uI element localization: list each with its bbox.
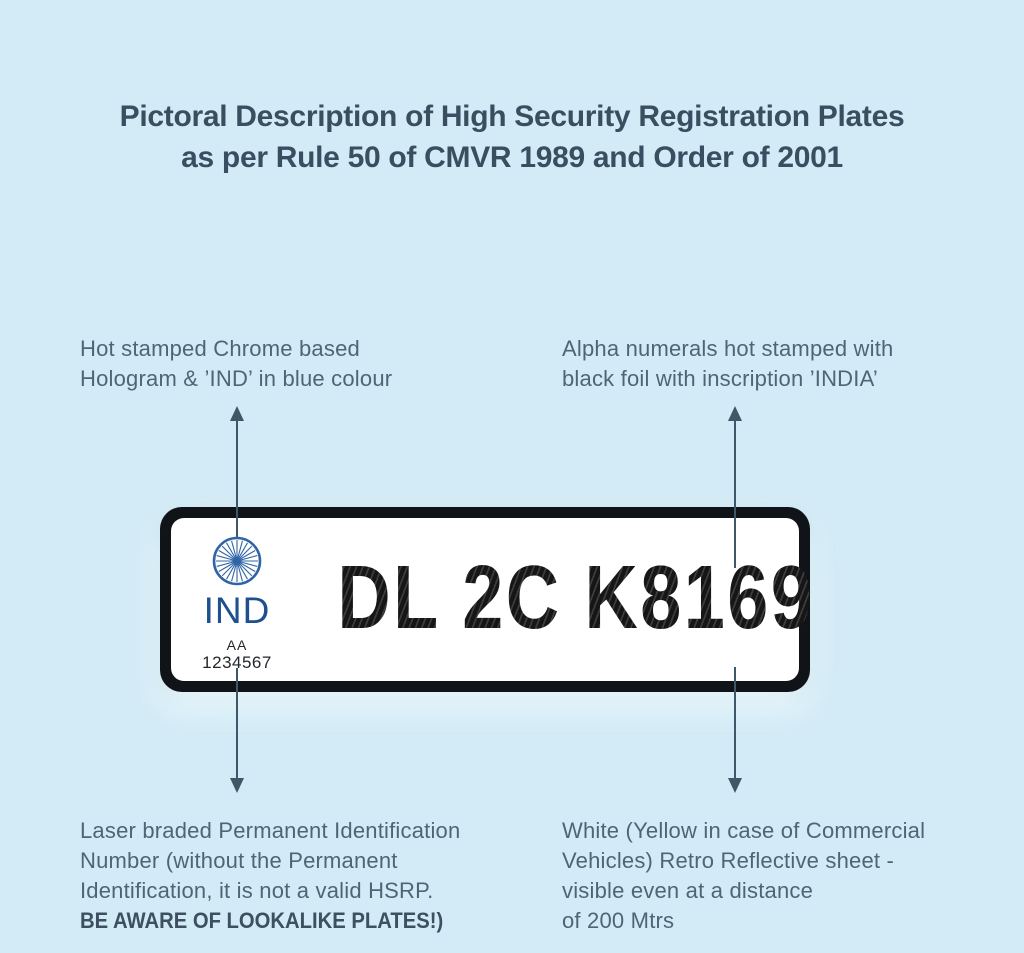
annotation-lookalike-warning: BE AWARE OF LOOKALIKE PLATES!) [80,908,444,933]
annotation-hologram-line1: Hot stamped Chrome based [80,336,360,361]
plate-laser-code-line2: 1234567 [202,653,272,672]
plate-registration-number-text: DL 2C K8169 [337,548,815,648]
plate-registration-number [285,548,815,648]
page-title [0,96,1024,178]
annotation-laser-pin-line3: Identification, it is not a valid HSRP. [80,878,434,903]
retro-reflective-arrow-line [734,667,736,780]
arrow-down-icon [230,778,244,793]
annotation-laser-pin [80,816,475,936]
annotation-alpha-numerals-line2: black foil with inscription ’INDIA’ [562,366,878,391]
laser-pin-arrow-line [236,668,238,780]
annotation-alpha-numerals [562,334,893,394]
annotation-retro-reflective-line1: White (Yellow in case of Commercial [562,818,926,843]
annotation-alpha-numerals-line1: Alpha numerals hot stamped with [562,336,894,361]
plate-country-code: IND [203,590,271,631]
plate-laser-code-line1: AA [226,637,248,653]
alpha-numerals-arrow-line [734,419,736,568]
annotation-retro-reflective-line3: visible even at a distance [562,878,814,903]
arrow-up-icon [230,406,244,421]
annotation-retro-reflective [562,816,925,936]
annotation-retro-reflective-line4: of 200 Mtrs [562,908,675,933]
arrow-up-icon [728,406,742,421]
annotation-laser-pin-line2: Number (without the Permanent [80,848,398,873]
page-title-line2: as per Rule 50 of CMVR 1989 and Order of 2001 [181,141,843,174]
annotation-retro-reflective-line2: Vehicles) Retro Reflective sheet - [562,848,895,873]
page-title-line1: Pictoral Description of High Security Registration Plates [119,100,905,133]
annotation-hologram-line2: Hologram & ’IND’ in blue colour [80,366,393,391]
annotation-hologram [80,334,392,394]
arrow-down-icon [728,778,742,793]
ashoka-chakra-icon [210,534,264,588]
annotation-laser-pin-line1: Laser braded Permanent Identification [80,818,461,843]
